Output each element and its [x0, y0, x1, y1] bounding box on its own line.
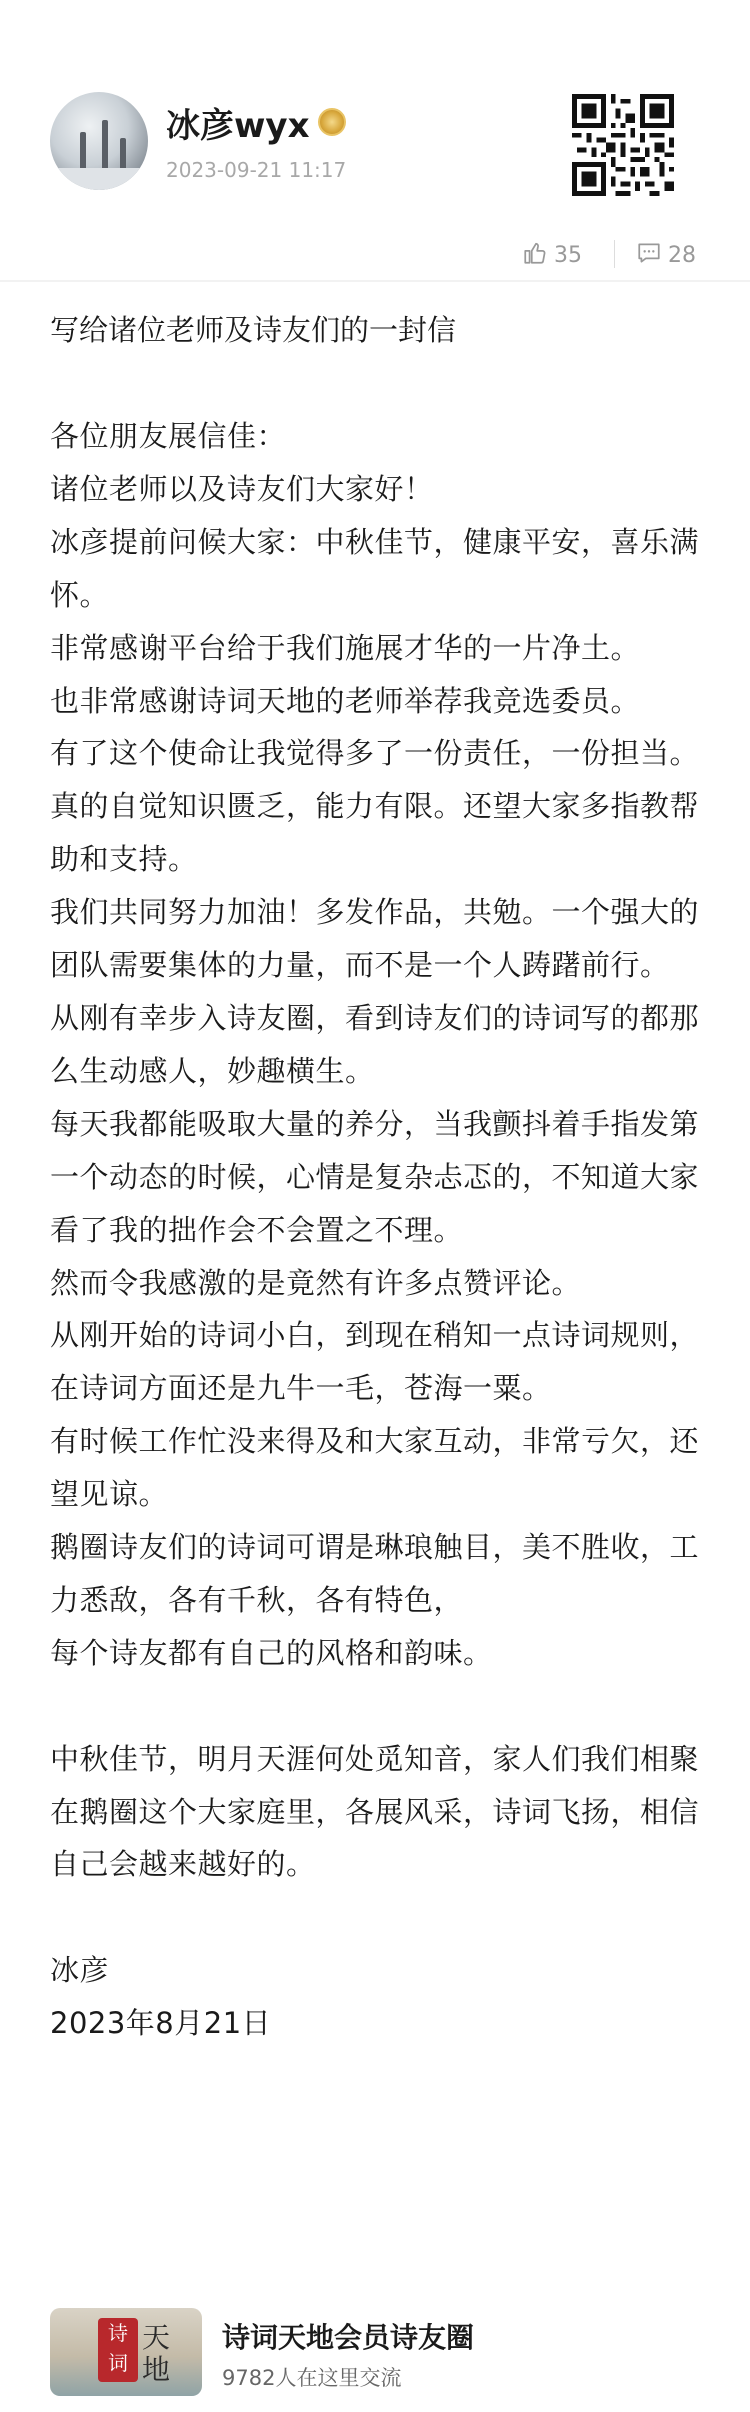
post-paragraph: 冰彦 — [50, 1953, 110, 1988]
blank-line — [50, 1891, 702, 1944]
post-paragraph: 冰彦提前问候大家：中秋佳节，健康平安，喜乐满怀。 — [50, 524, 700, 612]
post-paragraph: 从刚有幸步入诗友圈，看到诗友们的诗词写的都那么生动感人，妙趣横生。 — [50, 1000, 700, 1088]
post-paragraph: 我们共同努力加油！多发作品，共勉。一个强大的团队需要集体的力量，而不是一个人踌躇前行。 — [50, 895, 700, 983]
medal-icon — [318, 108, 346, 136]
group-member-count: 9782人在这里交流 — [222, 2366, 402, 2390]
post-paragraph: 非常感谢平台给于我们施展才华的一片净土。 — [50, 630, 641, 665]
comment-icon — [636, 240, 662, 266]
post-paragraph: 中秋佳节，明月天涯何处觅知音，家人们我们相聚在鹅圈这个大家庭里，各展风采，诗词飞扬，相信自己会越来越好的。 — [50, 1741, 700, 1882]
like-button[interactable] — [522, 240, 582, 268]
post-paragraph: 有了这个使命让我觉得多了一份责任，一份担当。真的自觉知识匮乏，能力有限。还望大家多指教帮助和支持。 — [50, 736, 700, 877]
post-paragraph: 有时候工作忙没来得及和大家互动，非常亏欠，还望见谅。 — [50, 1424, 700, 1512]
group-card[interactable] — [50, 2308, 700, 2396]
stats-divider — [614, 240, 615, 268]
post-body — [50, 410, 702, 2050]
post-paragraph: 也非常感谢诗词天地的老师举荐我竞选委员。 — [50, 683, 641, 718]
thumbs-up-icon — [522, 240, 548, 266]
post-paragraph: 各位朋友展信佳： — [50, 419, 287, 453]
post-paragraph: 2023年8月21日 — [50, 2006, 272, 2041]
post-title: 写给诸位老师及诗友们的一封信 — [50, 313, 457, 347]
group-thumbnail — [50, 2308, 202, 2396]
group-name: 诗词天地会员诗友圈 — [222, 2321, 475, 2354]
calligraphy-logo: 天 地 — [142, 2321, 171, 2386]
post-header — [0, 0, 750, 268]
author-avatar[interactable] — [50, 92, 148, 190]
comment-button[interactable] — [636, 240, 696, 268]
comment-count: 28 — [668, 243, 696, 268]
post-timestamp: 2023-09-21 11:17 — [166, 158, 347, 182]
post-paragraph: 每个诗友都有自己的风格和韵味。 — [50, 1635, 493, 1670]
post-paragraph: 从刚开始的诗词小白，到现在稍知一点诗词规则，在诗词方面还是九牛一毛，苍海一粟。 — [50, 1318, 700, 1406]
post-paragraph: 每天我都能吸取大量的养分，当我颤抖着手指发第一个动态的时候，心情是复杂忐忑的，不知道大家看了我的拙作会不会置之不理。 — [50, 1106, 700, 1247]
seal-icon: 诗 词 — [98, 2318, 138, 2382]
qr-code-icon[interactable] — [572, 94, 674, 196]
header-separator — [0, 280, 750, 282]
post-paragraph: 然而令我感激的是竟然有许多点赞评论。 — [50, 1265, 582, 1300]
blank-line — [50, 1680, 702, 1733]
post-paragraph: 鹅圈诗友们的诗词可谓是琳琅触目，美不胜收，工力悉敌，各有千秋，各有特色， — [50, 1530, 700, 1617]
like-count: 35 — [554, 243, 582, 268]
author-name[interactable]: 冰彦wyx — [166, 106, 310, 146]
post-paragraph: 诸位老师以及诗友们大家好！ — [50, 471, 434, 506]
